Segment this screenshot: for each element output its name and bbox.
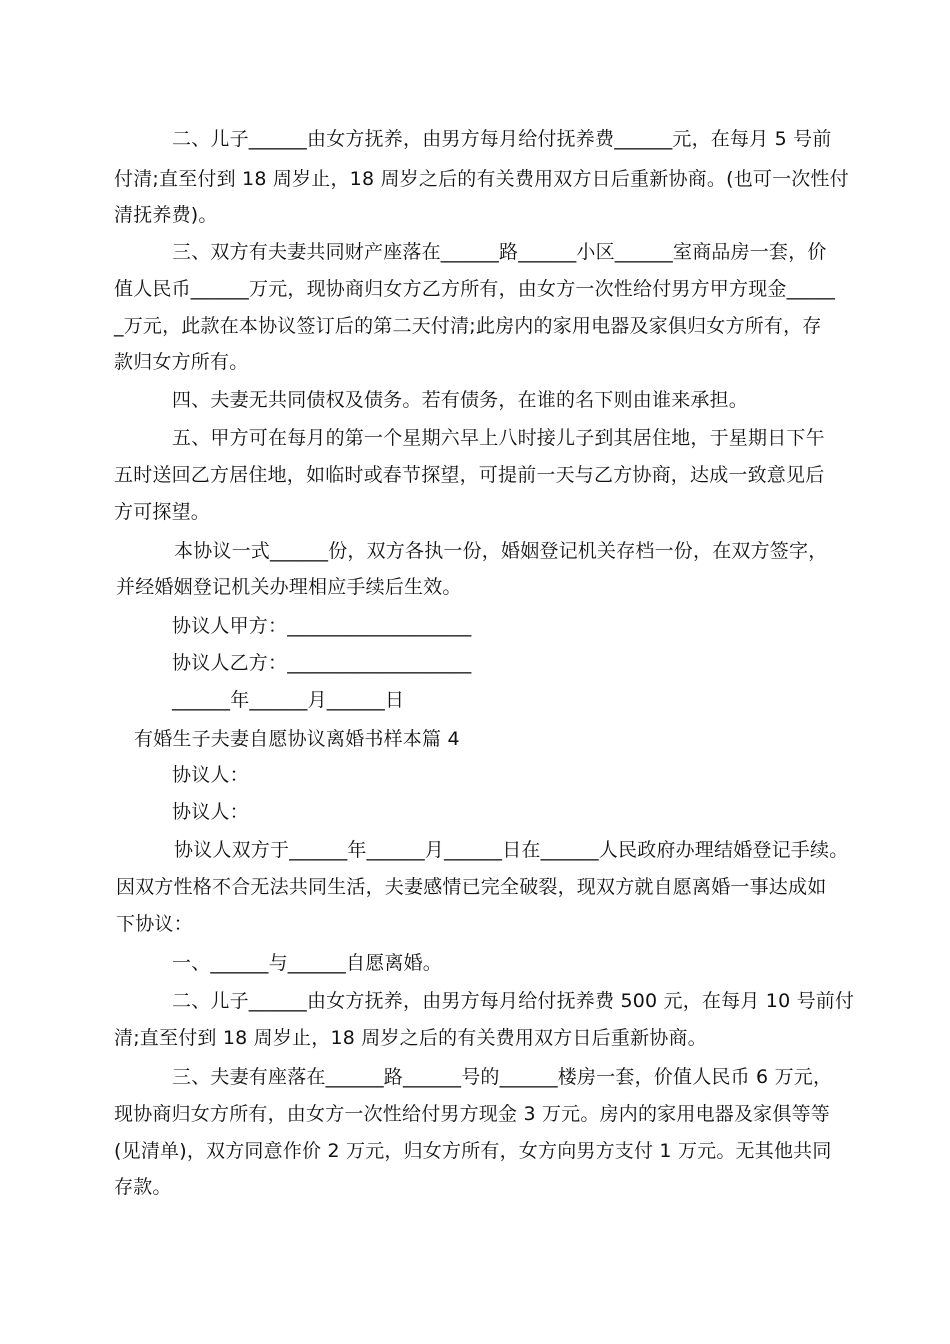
paragraph-line: 存款。 <box>114 1176 172 1198</box>
paragraph-line: 下协议： <box>116 913 193 935</box>
paragraph-line: 因双方性格不合无法共同生活，夫妻感情已完全破裂，现双方就自愿离婚一事达成如 <box>116 876 827 898</box>
paragraph-line: 值人民币______万元，现协商归女方乙方所有，由女方一次性给付男方甲方现金_____ <box>114 278 836 300</box>
paragraph-line: 并经婚姻登记机关办理相应手续后生效。 <box>116 576 462 598</box>
paragraph-line: 本协议一式______份，双方各执一份，婚姻登记机关存档一份，在双方签字， <box>174 540 828 562</box>
paragraph-line: 协议人双方于______年______月______日在______人民政府办理结婚登记手续。 <box>174 839 849 861</box>
date-line: ______年______月______日 <box>172 689 405 711</box>
party-line: 协议人： <box>172 764 249 786</box>
paragraph-line: _万元，此款在本协议签订后的第二天付清;此房内的家用电器及家俱归女方所有，存 <box>114 315 822 337</box>
party-line: 协议人： <box>172 801 249 823</box>
signature-line: 协议人甲方：___________________ <box>172 615 472 637</box>
paragraph-line: 五、甲方可在每月的第一个星期六早上八时接儿子到其居住地，于星期日下午 <box>172 427 825 449</box>
paragraph-line: (见清单)，双方同意作价 2 万元，归女方所有，女方向男方支付 1 万元。无其他共同 <box>114 1140 832 1162</box>
paragraph-line: 三、双方有夫妻共同财产座落在______路______小区______室商品房一套，价 <box>172 241 827 263</box>
paragraph-line: 一、______与______自愿离婚。 <box>172 952 443 974</box>
signature-line: 协议人乙方：___________________ <box>172 652 472 674</box>
section-title: 有婚生子夫妻自愿协议离婚书样本篇 4 <box>134 728 460 750</box>
paragraph-line: 五时送回乙方居住地，如临时或春节探望，可提前一天与乙方协商，达成一致意见后 <box>114 464 825 486</box>
paragraph-line: 方可探望。 <box>114 501 211 523</box>
paragraph-line: 清抚养费)。 <box>114 204 218 226</box>
paragraph-line: 款归女方所有。 <box>114 351 249 373</box>
paragraph-line: 四、夫妻无共同债权及债务。若有债务，在谁的名下则由谁来承担。 <box>172 389 749 411</box>
paragraph-line: 二、儿子______由女方抚养，由男方每月给付抚养费______元，在每月 5 号前 <box>172 128 832 150</box>
paragraph-line: 付清;直至付到 18 周岁止，18 周岁之后的有关费用双方日后重新协商。(也可一次性付 <box>114 168 849 190</box>
paragraph-line: 三、夫妻有座落在______路______号的______楼房一套，价值人民币 6 万元， <box>172 1066 833 1088</box>
paragraph-line: 二、儿子______由女方抚养，由男方每月给付抚养费 500 元，在每月 10 号前付 <box>172 990 855 1012</box>
paragraph-line: 清;直至付到 18 周岁止，18 周岁之后的有关费用双方日后重新协商。 <box>114 1027 707 1049</box>
paragraph-line: 现协商归女方所有，由女方一次性给付男方现金 3 万元。房内的家用电器及家俱等等 <box>114 1103 830 1125</box>
